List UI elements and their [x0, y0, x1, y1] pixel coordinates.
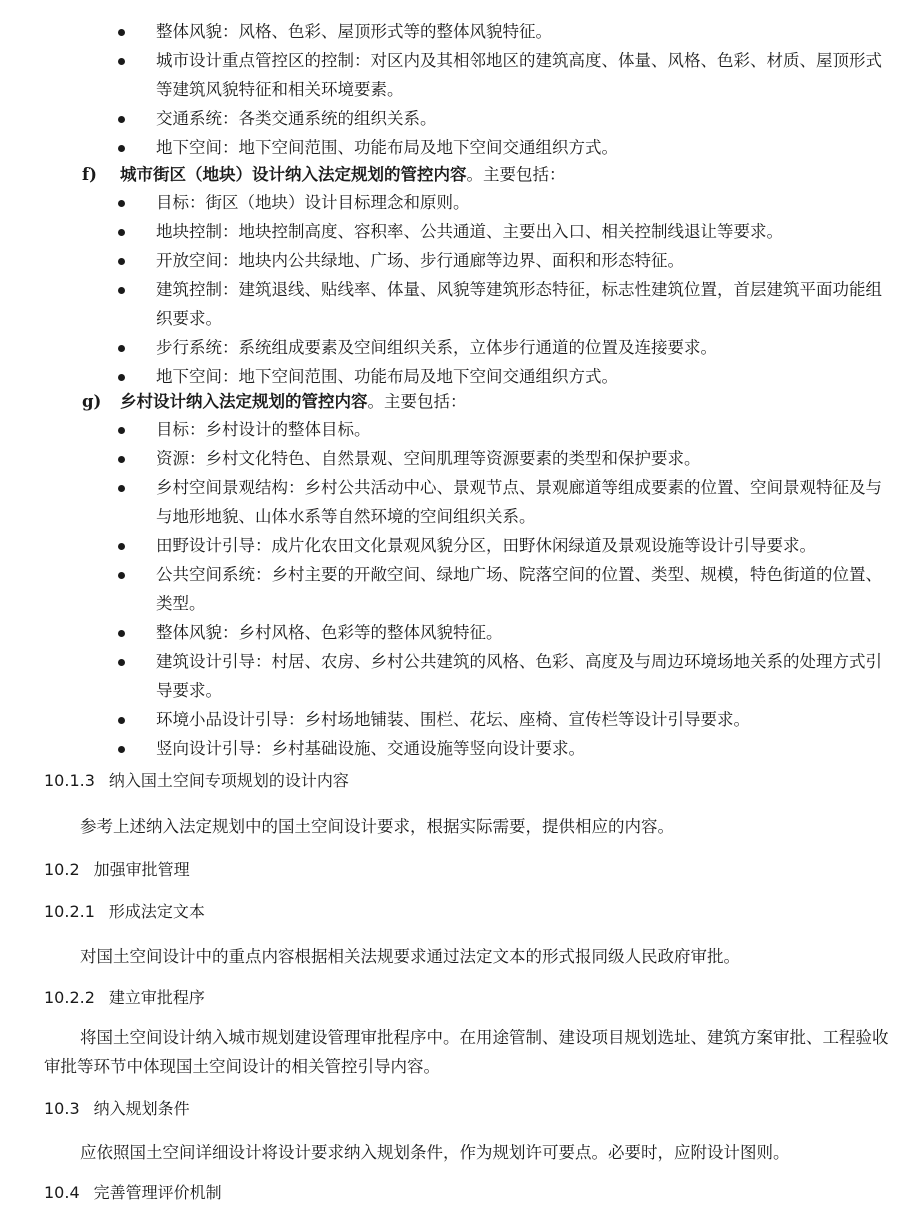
- section-title: 加强审批管理: [93, 860, 190, 879]
- list-item: 资源：乡村文化特色、自然景观、空间肌理等资源要素的类型和保护要求。: [118, 444, 891, 473]
- bullet-icon: [118, 287, 125, 294]
- list-item: 整体风貌：乡村风格、色彩等的整体风貌特征。: [118, 618, 891, 647]
- group-marker: f): [82, 165, 97, 184]
- bullet-list-g: [118, 415, 891, 763]
- list-item: 交通系统：各类交通系统的组织关系。: [118, 104, 891, 133]
- paragraph-10-3: 应依照国土空间详细设计将设计要求纳入规划条件，作为规划许可要点。必要时，应附设计图则。: [80, 1143, 790, 1162]
- list-item: 地下空间：地下空间范围、功能布局及地下空间交通组织方式。: [118, 133, 891, 162]
- group-marker: g): [82, 392, 102, 411]
- section-title: 形成法定文本: [108, 902, 205, 921]
- bullet-icon: [118, 374, 125, 381]
- bullet-icon: [118, 345, 125, 352]
- list-item: 建筑控制：建筑退线、贴线率、体量、风貌等建筑形态特征，标志性建筑位置，首层建筑平面功能组织要求。: [118, 275, 891, 333]
- group-suffix: 。主要包括：: [466, 165, 566, 184]
- section-number: 10.2.2: [44, 988, 95, 1007]
- section-title: 纳入规划条件: [93, 1099, 190, 1118]
- list-item: 建筑设计引导：村居、农房、乡村公共建筑的风格、色彩、高度及与周边环境场地关系的处理方式引导要求。: [118, 647, 891, 705]
- bullet-icon: [118, 630, 125, 637]
- bullet-icon: [118, 145, 125, 152]
- bullet-list-e: [118, 17, 891, 162]
- list-item: 目标：乡村设计的整体目标。: [118, 415, 891, 444]
- list-item: 目标：街区（地块）设计目标理念和原则。: [118, 188, 891, 217]
- bullet-icon: [118, 258, 125, 265]
- section-number: 10.2: [44, 860, 80, 879]
- list-item: 环境小品设计引导：乡村场地铺装、围栏、花坛、座椅、宣传栏等设计引导要求。: [118, 705, 891, 734]
- section-heading-10-4: [44, 1181, 222, 1205]
- section-number: 10.3: [44, 1099, 80, 1118]
- section-title: 纳入国土空间专项规划的设计内容: [108, 771, 349, 790]
- list-item: 步行系统：系统组成要素及空间组织关系，立体步行通道的位置及连接要求。: [118, 333, 891, 362]
- bullet-icon: [118, 485, 125, 492]
- paragraph-10-1-3: 参考上述纳入法定规划中的国土空间设计要求，根据实际需要，提供相应的内容。: [80, 817, 674, 836]
- list-item: 田野设计引导：成片化农田文化景观风貌分区，田野休闲绿道及景观设施等设计引导要求。: [118, 531, 891, 560]
- group-title: 乡村设计纳入法定规划的管控内容: [120, 392, 368, 411]
- bullet-icon: [118, 200, 125, 207]
- bullet-icon: [118, 543, 125, 550]
- list-item: 地块控制：地块控制高度、容积率、公共通道、主要出入口、相关控制线退让等要求。: [118, 217, 891, 246]
- list-item: 开放空间：地块内公共绿地、广场、步行通廊等边界、面积和形态特征。: [118, 246, 891, 275]
- bullet-list-f: [118, 188, 891, 391]
- section-number: 10.4: [44, 1183, 80, 1202]
- bullet-icon: [118, 116, 125, 123]
- section-title: 完善管理评价机制: [93, 1183, 222, 1202]
- section-heading-10-2: [44, 858, 190, 882]
- bullet-icon: [118, 746, 125, 753]
- bullet-icon: [118, 427, 125, 434]
- list-item: 公共空间系统：乡村主要的开敞空间、绿地广场、院落空间的位置、类型、规模，特色街道的位置、类型。: [118, 560, 891, 618]
- list-item: 乡村空间景观结构：乡村公共活动中心、景观节点、景观廊道等组成要素的位置、空间景观特征及与与地形地貌、山体水系等自然环境的空间组织关系。: [118, 473, 891, 531]
- group-heading-f: [82, 160, 566, 189]
- bullet-icon: [118, 659, 125, 666]
- list-item: 城市设计重点管控区的控制：对区内及其相邻地区的建筑高度、体量、风格、色彩、材质、屋顶形式等建筑风貌特征和相关环境要素。: [118, 46, 891, 104]
- group-heading-g: [82, 387, 467, 416]
- list-item: 竖向设计引导：乡村基础设施、交通设施等竖向设计要求。: [118, 734, 891, 763]
- section-title: 建立审批程序: [108, 988, 205, 1007]
- section-number: 10.2.1: [44, 902, 95, 921]
- section-heading-10-3: [44, 1097, 190, 1121]
- bullet-icon: [118, 717, 125, 724]
- bullet-icon: [118, 58, 125, 65]
- paragraph-10-2-1: 对国土空间设计中的重点内容根据相关法规要求通过法定文本的形式报同级人民政府审批。: [80, 947, 740, 966]
- bullet-icon: [118, 456, 125, 463]
- paragraph-10-2-2: 将国土空间设计纳入城市规划建设管理审批程序中。在用途管制、建设项目规划选址、建筑方案审批、工程验收审批等环节中体现国土空间设计的相关管控引导内容。: [44, 1028, 889, 1076]
- bullet-icon: [118, 29, 125, 36]
- section-heading-10-2-2: [44, 986, 205, 1010]
- list-item: 整体风貌：风格、色彩、屋顶形式等的整体风貌特征。: [118, 17, 891, 46]
- list-item: 地下空间：地下空间范围、功能布局及地下空间交通组织方式。: [118, 362, 891, 391]
- bullet-icon: [118, 572, 125, 579]
- bullet-icon: [118, 229, 125, 236]
- section-heading-10-1-3: [44, 769, 349, 793]
- section-heading-10-2-1: [44, 900, 205, 924]
- section-number: 10.1.3: [44, 771, 95, 790]
- group-suffix: 。主要包括：: [367, 392, 467, 411]
- group-title: 城市街区（地块）设计纳入法定规划的管控内容: [120, 165, 467, 184]
